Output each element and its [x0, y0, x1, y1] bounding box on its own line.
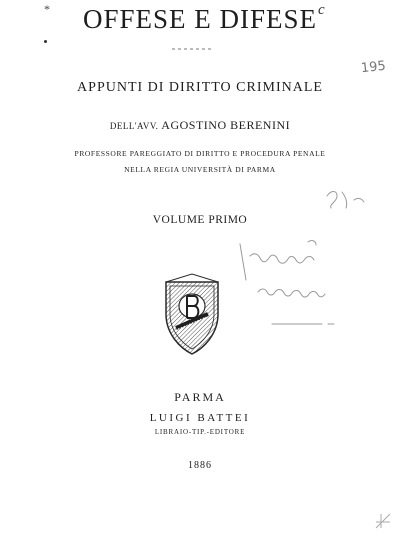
- imprint-year: 1886: [188, 460, 212, 471]
- volume-label: VOLUME PRIMO: [152, 214, 248, 226]
- ink-dot-mark: [44, 40, 47, 43]
- corner-pencil-mark: [372, 510, 394, 532]
- author-credentials-line-1: PROFESSORE PAREGGIATO DI DIRITTO E PROCEDURA PENALE: [74, 149, 326, 158]
- pencil-number: 195: [360, 58, 387, 77]
- pencil-scribble-notes: [232, 182, 382, 342]
- handwritten-c-mark: c: [318, 2, 325, 18]
- smudge-line: [172, 48, 212, 50]
- book-subtitle: APPUNTI DI DIRITTO CRIMINALE: [77, 80, 323, 95]
- book-title: OFFESE E DIFESE: [82, 4, 318, 34]
- imprint-publisher-role: LIBRAIO-TIP.-EDITORE: [154, 428, 246, 436]
- author-name: AGOSTINO BERENINI: [161, 118, 291, 132]
- imprint-publisher: LUIGI BATTEI: [149, 412, 251, 424]
- author-credentials-line-2: NELLA REGIA UNIVERSITÀ DI PARMA: [124, 165, 276, 174]
- author-prefix: DELL'AVV.: [109, 121, 159, 131]
- publisher-shield-monogram-icon: [160, 272, 224, 356]
- imprint-place: PARMA: [174, 390, 226, 404]
- handwritten-star-mark: *: [44, 2, 50, 16]
- author-line: [0, 118, 400, 133]
